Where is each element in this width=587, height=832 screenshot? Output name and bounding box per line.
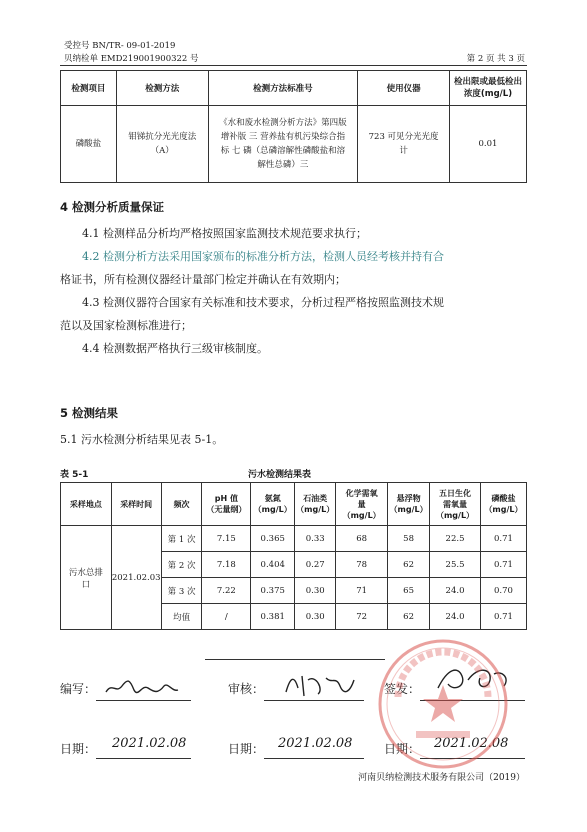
compile-label: 编写： <box>60 682 97 696</box>
paragraph-4-3-line1: 4.3 检测仪器符合国家有关标准和技术要求，分析过程严格按照监测技术规 <box>82 296 444 309</box>
document-header <box>64 40 199 66</box>
ss-cell: 62 <box>388 552 430 578</box>
ss-cell: 58 <box>388 526 430 552</box>
site-line: 口 <box>81 579 91 590</box>
oil-cell: 0.30 <box>295 578 336 604</box>
header-cod <box>336 483 388 526</box>
bod-cell: 24.0 <box>430 604 481 630</box>
oil-cell: 0.33 <box>295 526 336 552</box>
method-cell <box>116 106 208 183</box>
oil-label: 石油类 <box>303 494 328 503</box>
results-header-row <box>61 483 527 526</box>
unit-label: （mg/L） <box>435 510 475 520</box>
cod-label: 化学需氧 <box>345 488 378 498</box>
bod-cell: 24.0 <box>430 578 481 604</box>
ammonia-label: 氨氮 <box>264 494 281 503</box>
oil-cell: 0.30 <box>295 604 336 630</box>
freq-cell: 均值 <box>161 604 202 630</box>
issue-label: 签发： <box>384 682 421 696</box>
control-number: 受控号 BN/TR- 09-01-2019 <box>64 41 176 51</box>
header-oil <box>295 483 336 526</box>
review-line <box>264 700 364 701</box>
table-row <box>61 526 527 552</box>
date-line <box>264 758 364 759</box>
header-suspended-solids <box>388 483 430 526</box>
cod-cell: 71 <box>336 578 388 604</box>
site-line: 污水总排 <box>68 567 103 578</box>
header-cell: 使用仪器 <box>358 71 450 106</box>
date-line <box>96 758 191 759</box>
paragraph-4-2-line2: 格证书，所有检测仪器经计量部门检定并确认在有效期内； <box>60 273 346 286</box>
method-line: 钼锑抗分光光度法 <box>128 132 197 142</box>
time-cell: 2021.02.03 <box>111 526 161 630</box>
date-label: 日期： <box>228 742 265 756</box>
ph-unit: （无量纲） <box>206 505 247 514</box>
freq-cell: 第 1 次 <box>161 526 202 552</box>
limit-cell: 0.01 <box>449 106 526 183</box>
compile-date: 2021.02.08 <box>112 736 187 751</box>
compile-line <box>96 700 191 701</box>
official-seal-stamp <box>376 637 510 771</box>
table-caption-id: 表 5-1 <box>60 470 89 480</box>
phosphate-cell: 0.71 <box>480 552 526 578</box>
header-rule <box>60 65 527 66</box>
ss-cell: 65 <box>388 578 430 604</box>
unit-label: （mg/L） <box>389 505 428 514</box>
unit-label: （mg/L） <box>484 505 523 514</box>
header-cell <box>449 71 526 106</box>
header-bod <box>430 483 481 526</box>
header-ammonia <box>251 483 295 526</box>
header-cell: 检测方法标准号 <box>208 71 358 106</box>
review-signature <box>280 670 360 700</box>
paragraph-4-4: 4.4 检测数据严格执行三级审核制度。 <box>82 342 268 355</box>
cod-cell: 78 <box>336 552 388 578</box>
header-time: 采样时间 <box>111 483 161 526</box>
ph-label: pH 值 <box>214 494 238 503</box>
ph-cell: / <box>202 604 251 630</box>
unit-label: （mg/L） <box>296 505 335 514</box>
instrument-line: 723 可见分光光度 <box>368 132 439 142</box>
standard-line: 《水和废水检测分析方法》第四版 <box>219 118 347 128</box>
unit-label: （mg/L） <box>342 510 381 520</box>
phosphate-cell: 0.71 <box>480 604 526 630</box>
header-site: 采样地点 <box>61 483 112 526</box>
instrument-cell <box>358 106 450 183</box>
ammonia-cell: 0.404 <box>251 552 295 578</box>
section-4-body <box>60 222 530 360</box>
phosphate-cell: 0.70 <box>480 578 526 604</box>
paragraph-4-1: 4.1 检测样品分析均严格按照国家监测技术规范要求执行； <box>82 227 367 240</box>
bod-label: 五日生化 <box>439 488 472 498</box>
method-line: （A） <box>150 146 174 156</box>
oil-cell: 0.27 <box>295 552 336 578</box>
paragraph-5-1: 5.1 污水检测分析结果见表 5-1。 <box>60 433 224 446</box>
ph-cell: 7.22 <box>202 578 251 604</box>
phosphate-label: 磷酸盐 <box>491 494 516 503</box>
date-label: 日期： <box>60 742 97 756</box>
freq-cell: 第 3 次 <box>161 578 202 604</box>
ammonia-cell: 0.375 <box>251 578 295 604</box>
bod-cell: 25.5 <box>430 552 481 578</box>
page-number: 第 2 页 共 3 页 <box>466 54 525 64</box>
header-frequency: 频次 <box>161 483 202 526</box>
ss-label: 悬浮物 <box>396 494 421 503</box>
report-number: 贝纳检单 EMD219001900322 号 <box>64 54 199 64</box>
section-5-title: 5 检测结果 <box>60 406 119 420</box>
header-cell: 检测项目 <box>61 71 117 106</box>
unit-label: （mg/L） <box>253 505 292 514</box>
site-cell <box>61 526 112 630</box>
method-table-header <box>61 71 527 106</box>
ss-cell: 62 <box>388 604 430 630</box>
standard-line: 解性总磷）三 <box>257 160 309 170</box>
standard-line: 增补版 三 营养盐有机污染综合指 <box>220 132 346 142</box>
review-date: 2021.02.08 <box>278 736 353 751</box>
compile-signature <box>102 676 182 700</box>
date-label: 日期： <box>384 742 421 756</box>
header-cell: 检测方法 <box>116 71 208 106</box>
standard-cell <box>208 106 358 183</box>
table-end-rule <box>205 659 385 660</box>
table-row <box>61 106 527 183</box>
bod-cell: 22.5 <box>430 526 481 552</box>
section-4-title: 4 检测分析质量保证 <box>60 200 165 214</box>
ammonia-cell: 0.365 <box>251 526 295 552</box>
limit-header: 检出限或最低检出浓度(mg/L) <box>453 77 522 99</box>
standard-line: 标 七 磷（总磷溶解性磷酸盐和溶 <box>220 146 346 156</box>
results-table <box>60 482 527 630</box>
cod-cell: 68 <box>336 526 388 552</box>
header-phosphate <box>480 483 526 526</box>
method-table <box>60 70 527 183</box>
issue-date: 2021.02.08 <box>434 736 509 751</box>
bod-label: 需氧量 <box>443 499 468 509</box>
ammonia-cell: 0.381 <box>251 604 295 630</box>
instrument-line: 计 <box>399 146 408 156</box>
table-caption-title: 污水检测结果表 <box>248 470 312 480</box>
header-ph <box>202 483 251 526</box>
cod-cell: 72 <box>336 604 388 630</box>
freq-cell: 第 2 次 <box>161 552 202 578</box>
review-label: 审核： <box>228 682 265 696</box>
paragraph-4-2-line1: 4.2 检测分析方法采用国家颁布的标准分析方法，检测人员经考核并持有合 <box>82 250 444 263</box>
page-footer: 河南贝纳检测技术服务有限公司（2019） <box>358 773 525 783</box>
phosphate-cell: 0.71 <box>480 526 526 552</box>
item-cell: 磷酸盐 <box>61 106 117 183</box>
cod-label: 量 <box>357 499 366 509</box>
ph-cell: 7.15 <box>202 526 251 552</box>
paragraph-4-3-line2: 范以及国家检测标准进行； <box>60 319 192 332</box>
ph-cell: 7.18 <box>202 552 251 578</box>
